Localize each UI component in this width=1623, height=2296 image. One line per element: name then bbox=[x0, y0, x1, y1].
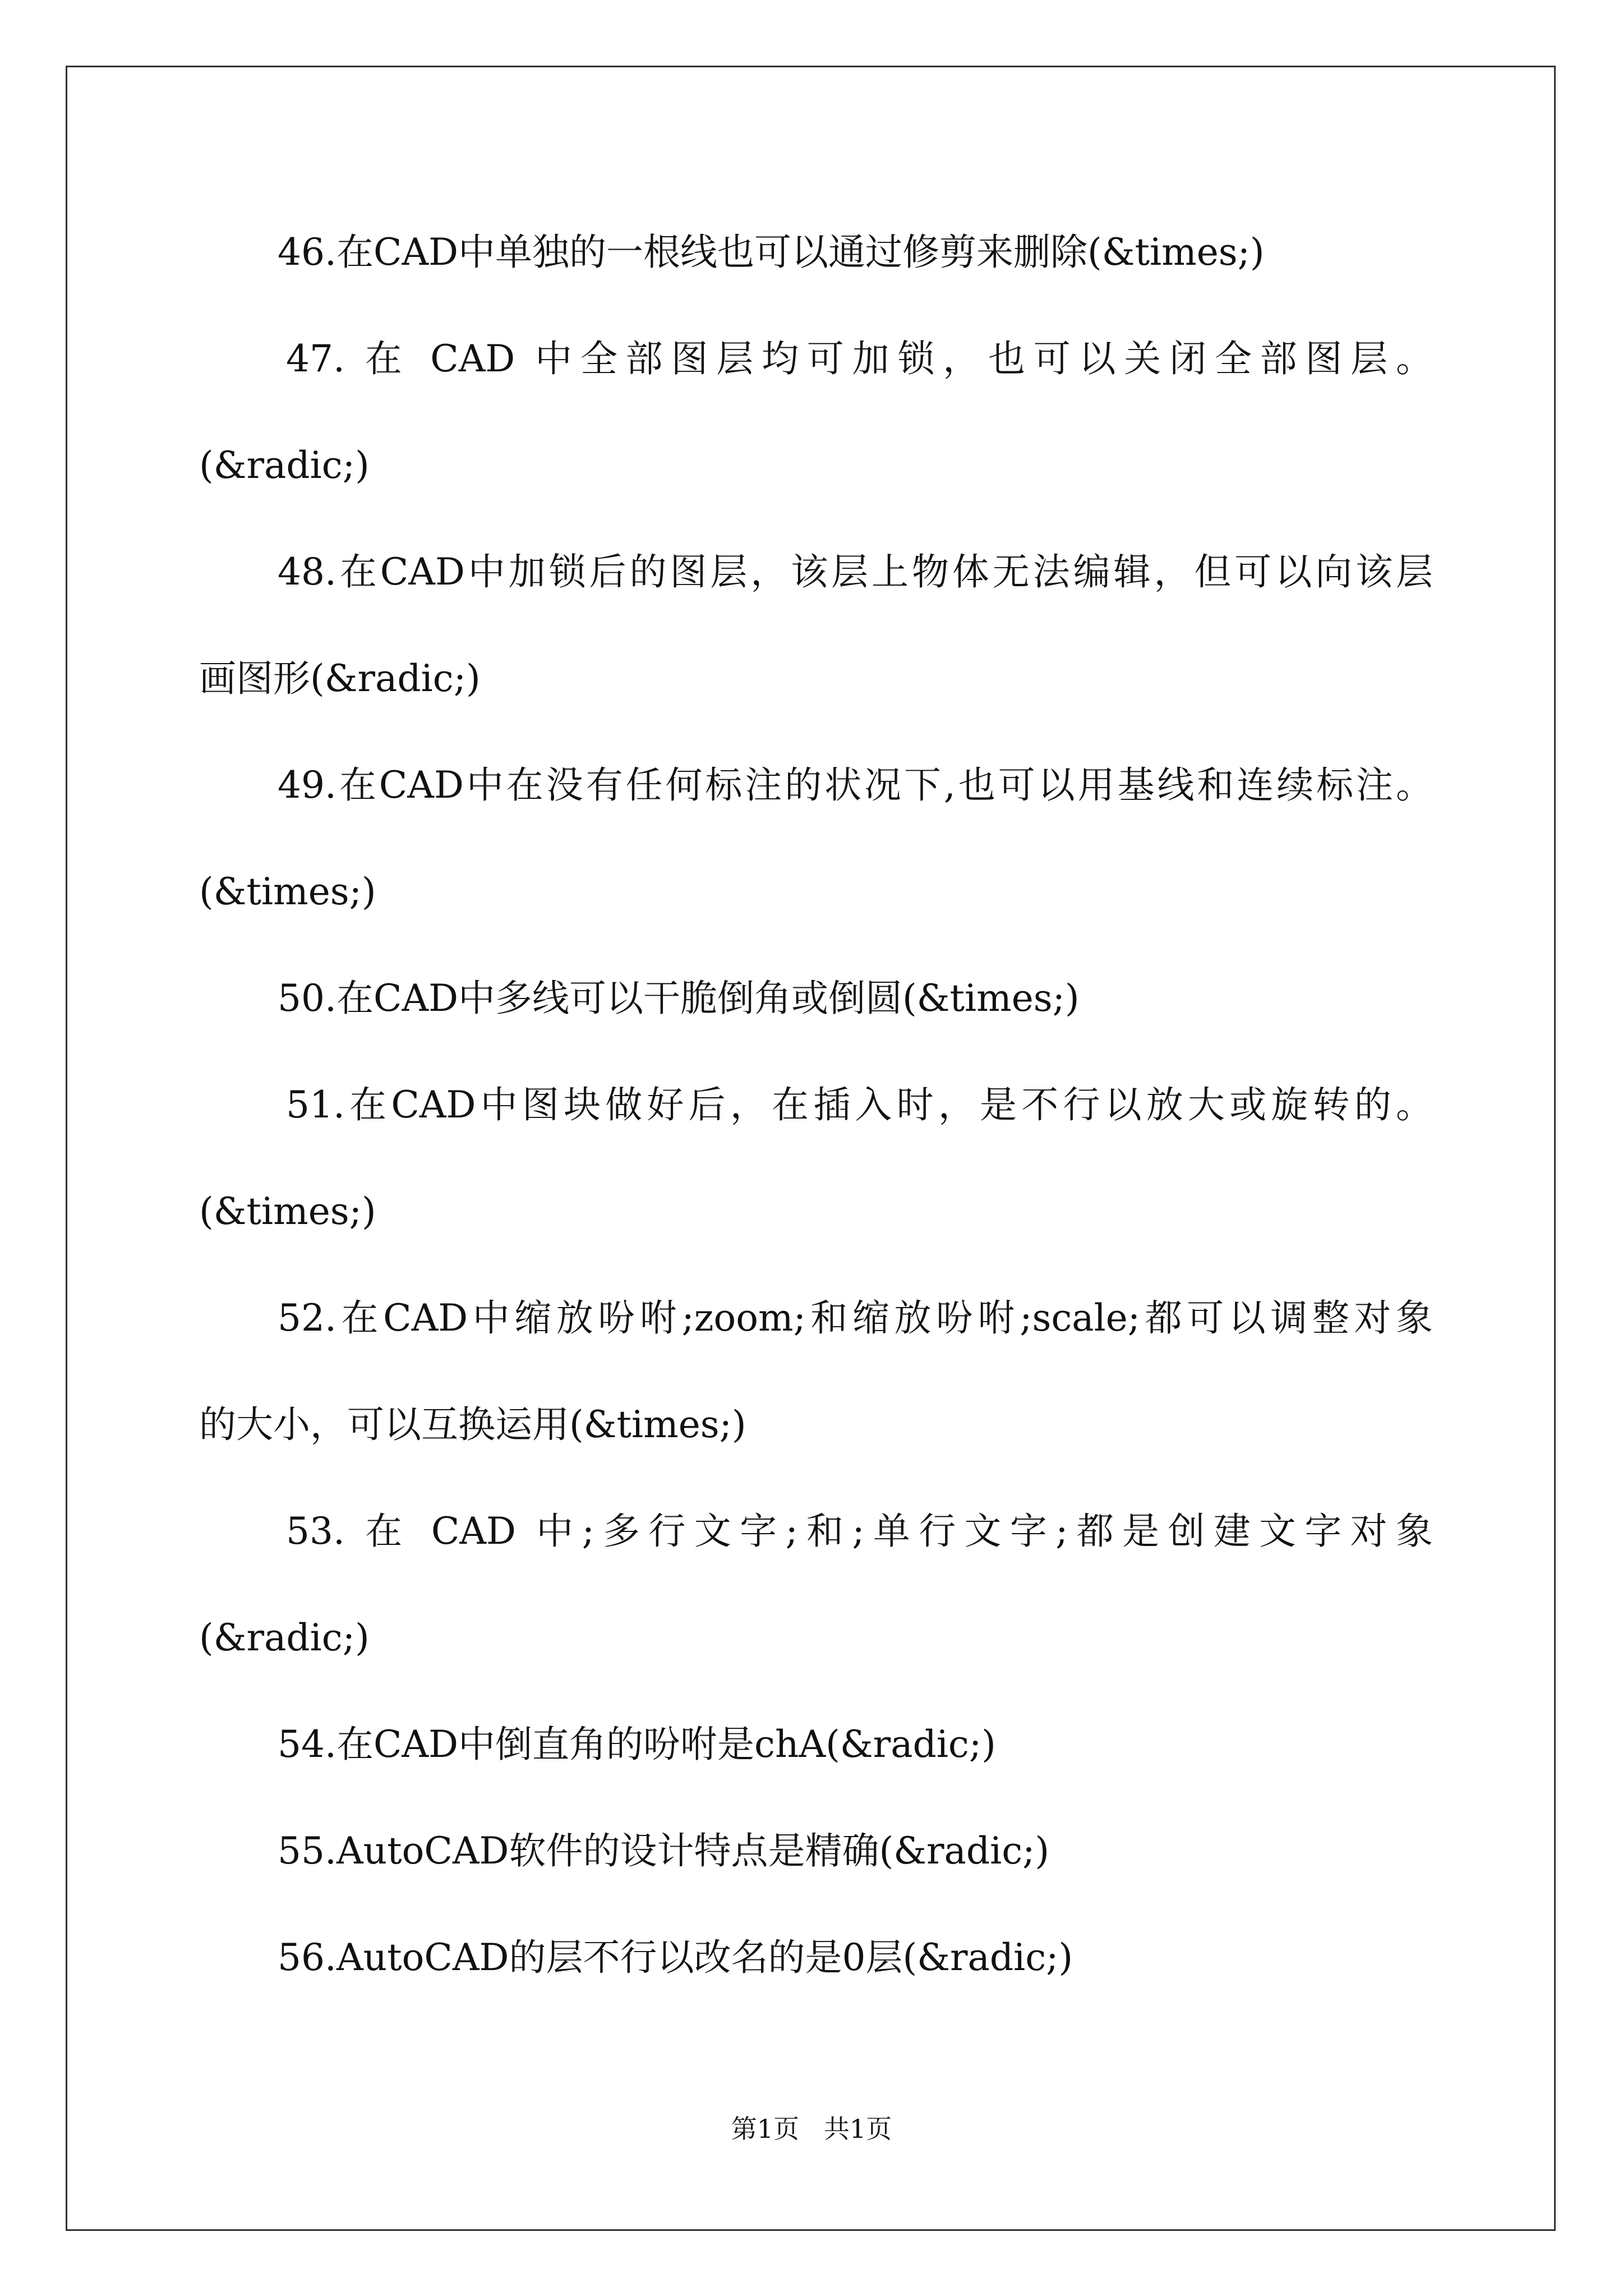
question-52: 52.在CAD中缩放吩咐;zoom;和缩放吩咐;scale;都可以调整对象 bbox=[278, 1296, 1433, 1340]
question-48-cont: 画图形(&radic;) bbox=[199, 657, 481, 700]
answer-47: (&radic;) bbox=[199, 444, 370, 487]
question-46: 46.在CAD中单独的一根线也可以通过修剪来删除(&times;) bbox=[278, 231, 1265, 274]
answer-49: (&times;) bbox=[199, 870, 376, 913]
page-border bbox=[66, 66, 1556, 2231]
answer-53: (&radic;) bbox=[199, 1616, 370, 1659]
question-47: 47. 在 CAD 中全部图层均可加锁，也可以关闭全部图层。 bbox=[286, 337, 1433, 380]
question-55: 55.AutoCAD软件的设计特点是精确(&radic;) bbox=[278, 1829, 1050, 1872]
question-52-cont: 的大小，可以互换运用(&times;) bbox=[199, 1403, 746, 1446]
question-56: 56.AutoCAD的层不行以改名的是0层(&radic;) bbox=[278, 1936, 1073, 1979]
question-54: 54.在CAD中倒直角的吩咐是chA(&radic;) bbox=[278, 1723, 996, 1766]
page-number-footer: 第1页 共1页 bbox=[731, 2114, 892, 2144]
question-53: 53. 在 CAD 中;多行文字;和;单行文字;都是创建文字对象 bbox=[286, 1510, 1433, 1553]
question-48: 48.在CAD中加锁后的图层，该层上物体无法编辑，但可以向该层 bbox=[278, 550, 1433, 593]
question-49: 49.在CAD中在没有任何标注的状况下,也可以用基线和连续标注。 bbox=[278, 763, 1433, 807]
question-50: 50.在CAD中多线可以干脆倒角或倒圆(&times;) bbox=[278, 977, 1080, 1020]
answer-51: (&times;) bbox=[199, 1190, 376, 1233]
question-51: 51.在CAD中图块做好后，在插入时，是不行以放大或旋转的。 bbox=[286, 1083, 1433, 1126]
